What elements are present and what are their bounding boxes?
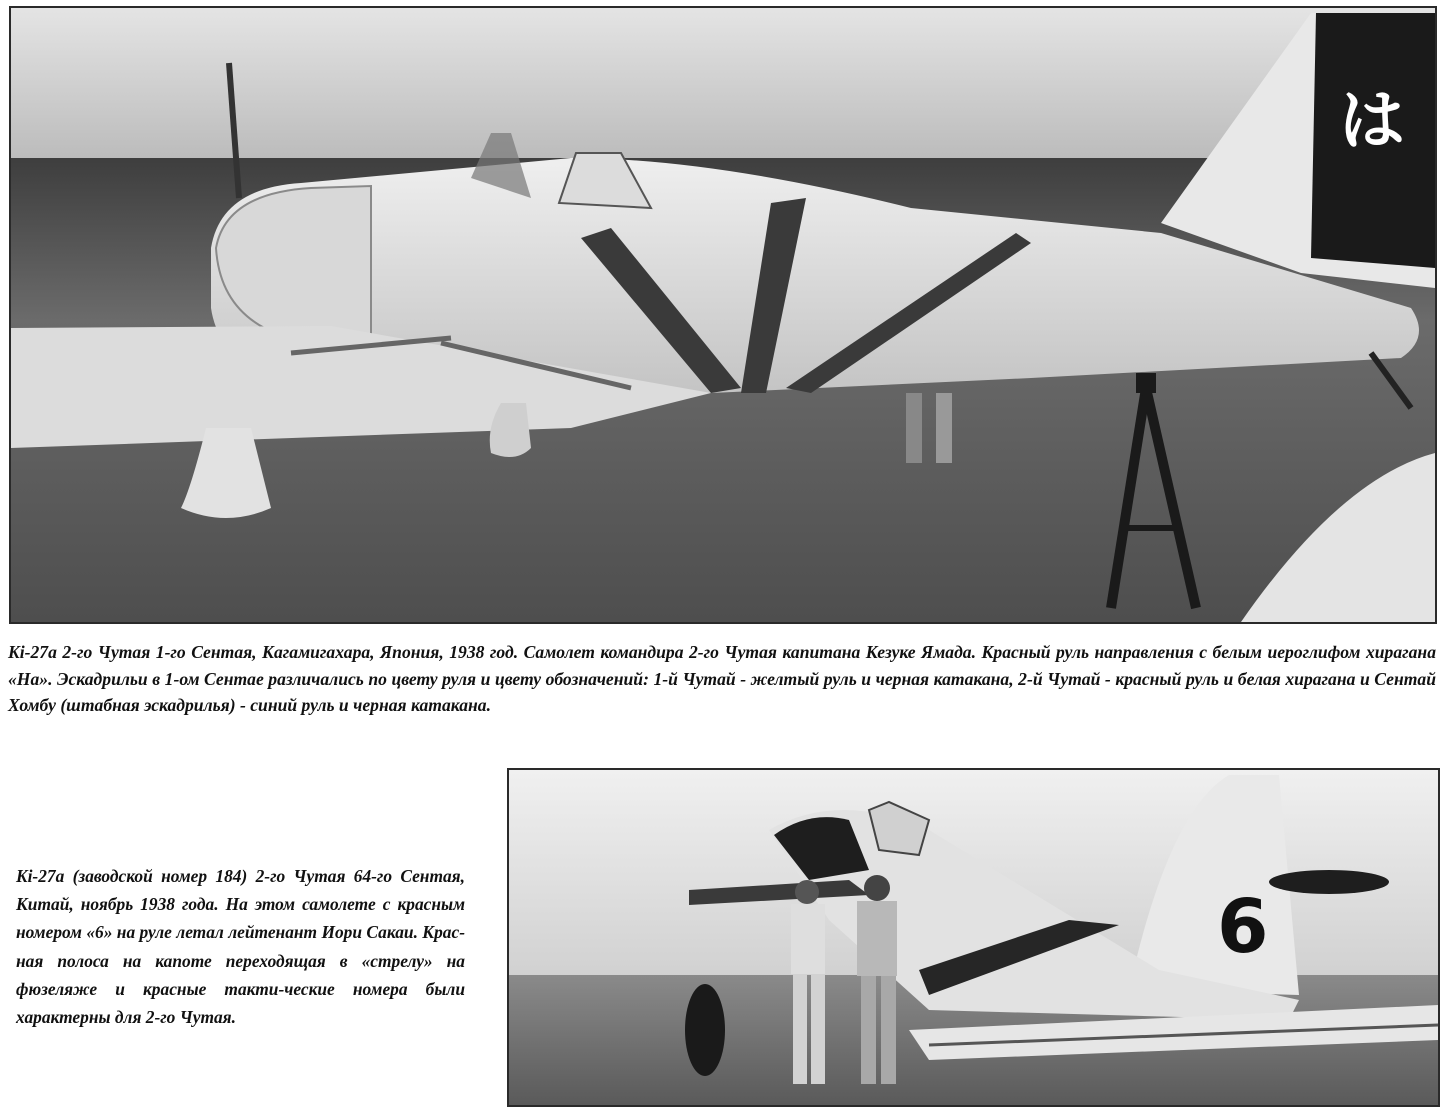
top-photo-caption: Ki-27а 2-го Чутая 1-го Сентая, Кагамигахара, Япония, 1938 год. Самолет командира 2-го Чутая капитана Кезуке Ямада. Красный руль направления с белым иероглифом хирагана «На». Эскадрильи в 1-ом Сентае различались по цвету руля и цвету обозначений: 1-й Чутай - желтый руль и черная катакана, 2-й Чутай - красный руль и белая хирагана и Сентай Хомбу (штабная эскадрилья) - синий руль и черная катакана. xyxy=(8,642,1436,715)
ki27-with-pilots-image xyxy=(509,770,1438,1105)
top-photo xyxy=(9,6,1437,624)
ki27-fighter-on-airfield-image xyxy=(11,8,1435,622)
bottom-photo xyxy=(507,768,1440,1107)
tail-number-marking: 6 xyxy=(1217,884,1269,970)
horizontal-stabilizer xyxy=(1269,870,1389,894)
bottom-photo-caption: Ki-27а (заводской номер 184) 2-го Чутая 64-го Сентая, Китай, ноябрь 1938 года. На этом самолете с красным номером «6» на руле летал лейтенант Иори Сакаи. Крас-ная полоса на капоте переходящая в «стрелу» на фюзеляже и красные такти-ческие номера были характерны для 2-го Чутая. xyxy=(16,866,465,1028)
dog xyxy=(685,984,725,1076)
rudder-hiragana-marking: は xyxy=(1339,82,1405,159)
